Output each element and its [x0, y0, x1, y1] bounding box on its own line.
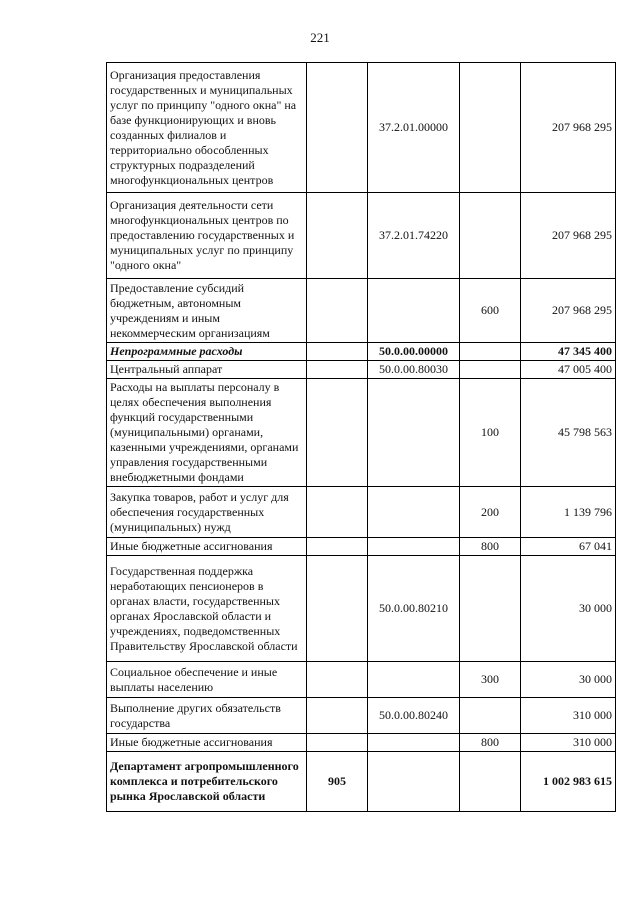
row-sum: 30 000: [521, 556, 616, 662]
row-code: [368, 379, 460, 487]
row-code: 50.0.00.80210: [368, 556, 460, 662]
row-kvr: 600: [460, 279, 521, 343]
row-code: 50.0.00.00000: [368, 343, 460, 361]
row-name: Предоставление субсидий бюджетным, автономным учреждениям и иным некоммерческим организациям: [107, 279, 307, 343]
row-sum: 67 041: [521, 538, 616, 556]
row-dept: [307, 379, 368, 487]
row-sum: 207 968 295: [521, 279, 616, 343]
table-row: [107, 487, 616, 538]
table-row: [107, 698, 616, 734]
row-kvr: 100: [460, 379, 521, 487]
row-kvr: [460, 752, 521, 812]
row-code: 37.2.01.74220: [368, 193, 460, 279]
row-name: Расходы на выплаты персоналу в целях обеспечения выполнения функций государственными (муниципальными) органами, казенными учреждениями, органами управления государственными внебюджетными фондами: [107, 379, 307, 487]
row-sum: 207 968 295: [521, 193, 616, 279]
table-row: [107, 193, 616, 279]
table-row: [107, 538, 616, 556]
row-code: 50.0.00.80240: [368, 698, 460, 734]
row-sum: 30 000: [521, 662, 616, 698]
row-code: [368, 752, 460, 812]
row-code: [368, 487, 460, 538]
row-code: [368, 734, 460, 752]
row-dept: [307, 698, 368, 734]
row-name: Социальное обеспечение и иные выплаты населению: [107, 662, 307, 698]
row-dept: [307, 556, 368, 662]
row-sum: 310 000: [521, 698, 616, 734]
row-kvr: [460, 698, 521, 734]
row-name: Выполнение других обязательств государства: [107, 698, 307, 734]
row-code: [368, 538, 460, 556]
row-dept: [307, 538, 368, 556]
table-row: [107, 752, 616, 812]
row-dept: [307, 662, 368, 698]
row-kvr: 200: [460, 487, 521, 538]
table-row: [107, 63, 616, 193]
row-name: Организация предоставления государственных и муниципальных услуг по принципу "одного окна" на базе функционирующих и вновь созданных филиалов и территориально обособленных структурных подразделений многофункциональных центров: [107, 63, 307, 193]
row-sum: 310 000: [521, 734, 616, 752]
row-kvr: [460, 63, 521, 193]
row-name: Организация деятельности сети многофункциональных центров по предоставлению государственных и муниципальных услуг по принципу "одного окна": [107, 193, 307, 279]
row-dept: 905: [307, 752, 368, 812]
row-kvr: [460, 556, 521, 662]
table-row: [107, 361, 616, 379]
table-row: [107, 343, 616, 361]
table-row: [107, 734, 616, 752]
row-kvr: 800: [460, 538, 521, 556]
row-sum: 45 798 563: [521, 379, 616, 487]
row-dept: [307, 63, 368, 193]
row-kvr: [460, 343, 521, 361]
row-name: Центральный аппарат: [107, 361, 307, 379]
row-kvr: [460, 193, 521, 279]
table-row: [107, 279, 616, 343]
row-code: 37.2.01.00000: [368, 63, 460, 193]
row-dept: [307, 487, 368, 538]
row-dept: [307, 279, 368, 343]
row-sum: 1 139 796: [521, 487, 616, 538]
row-dept: [307, 734, 368, 752]
row-name: Иные бюджетные ассигнования: [107, 734, 307, 752]
row-dept: [307, 361, 368, 379]
row-dept: [307, 193, 368, 279]
row-code: [368, 662, 460, 698]
row-sum: 47 345 400: [521, 343, 616, 361]
row-kvr: 800: [460, 734, 521, 752]
row-code: [368, 279, 460, 343]
table-row: [107, 662, 616, 698]
table-row: [107, 556, 616, 662]
budget-table: [106, 62, 616, 812]
row-kvr: [460, 361, 521, 379]
row-name: Закупка товаров, работ и услуг для обеспечения государственных (муниципальных) нужд: [107, 487, 307, 538]
row-sum: 47 005 400: [521, 361, 616, 379]
row-name: Департамент агропромышленного комплекса и потребительского рынка Ярославской области: [107, 752, 307, 812]
row-dept: [307, 343, 368, 361]
row-code: 50.0.00.80030: [368, 361, 460, 379]
row-sum: 207 968 295: [521, 63, 616, 193]
table-row: [107, 379, 616, 487]
row-name: Государственная поддержка неработающих пенсионеров в органах власти, государственных органах Ярославской области и учреждениях, подведомственных Правительству Ярославской области: [107, 556, 307, 662]
row-name: Иные бюджетные ассигнования: [107, 538, 307, 556]
row-name: Непрограммные расходы: [107, 343, 307, 361]
page-number: 221: [310, 30, 330, 45]
row-kvr: 300: [460, 662, 521, 698]
row-sum: 1 002 983 615: [521, 752, 616, 812]
